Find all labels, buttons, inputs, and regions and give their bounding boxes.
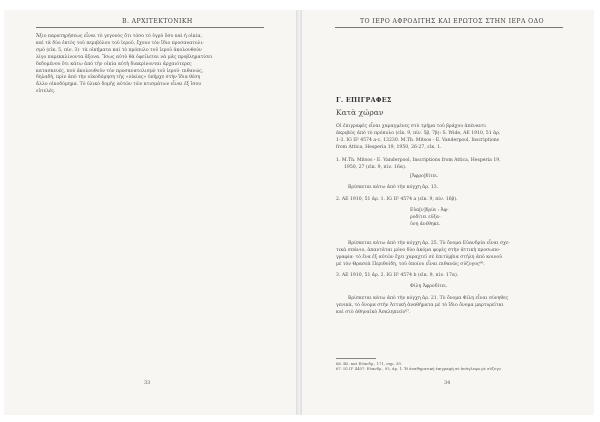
right-page-header: ΤΟ ΙΕΡΟ ΑΦΡΟΔΙΤΗΣ ΚΑΙ ΕΡΩΤΟΣ ΣΤΗΝ ΙΕΡΑ ΟΔΟ — [360, 18, 544, 25]
footnote: 67. IG II² 4407· Εὐανδρ., 93, ἀρ. 1. Ἡ ἀναθηματικὴ ἐπιγραφὴ σὲ ἀνάγλυφο μὲ σύζυγο — [336, 366, 501, 372]
footnote-rule — [336, 358, 376, 359]
intro-paragraph — [336, 124, 500, 152]
body-line: εὐτελές. — [36, 89, 56, 95]
subsection-title: Κατὰ χώραν — [336, 108, 384, 117]
body-line: λίγο παρεκκλίνοντα ἄξονα. Ἴσως αὐτὸ θὰ ὀφείλεται νὰ μᾶς προβληματίσει — [36, 54, 213, 60]
inscription-line: ὑνη ἀνέθηκε. — [410, 221, 441, 227]
entry-2 — [336, 197, 458, 204]
footnotes — [336, 361, 501, 372]
body-line: δεδομένου ὅτι κάτω ἀπὸ τὴν οἰκία αὐτὴ διακρίνονται ἀρχαιότερες — [36, 61, 192, 67]
body-line: κατασκευές, πού ἀκολουθοῦν τὸν προσανατολισμὸ τοῦ ἱεροῦ· πιθανώς, — [36, 68, 204, 74]
note-line: γενικὰ, τὸ ὄνομα στὴν Ἀττικὴ ἀναθήματα μὲ τὸ ἴδιο ὄνομα μαρτυρεῖται — [336, 302, 504, 308]
entry-3 — [336, 273, 458, 280]
entry-1 — [336, 158, 501, 172]
entry-line: 3. AE 1910, 51 ἀρ. 2. IG II² 4574 b (εἰκ. 9, πίν. 17α). — [336, 273, 459, 278]
body-line: ἄλλο οἰκοδόμημα. Τὸ ὑλικὸ δομῆς αὐτῶν τῶν κτισμάτων εἶναι ἐξ ἴσου — [36, 82, 202, 88]
inscription-line: Εὐα[ν]δρία : Ἀφ- — [410, 208, 449, 213]
note-line: μὲ τὸν Θρασεὰ Περιθοίδη, τοῦ ὁποίου εἶναι πιθανῶς σύζυγος⁶⁶. — [336, 261, 485, 267]
note-line: Βρίσκεται κάτω ἀπὸ τὴν κόγχη ἀρ. 21. Τὸ ὄνομα Φίλη εἶναι σύνηθες — [348, 296, 509, 301]
note-line: τικὰ σπάνιο, ἀπαντᾶται μόνο δύο ἀκόμα φορὲς στὴν ἀττικὴ προσωπο- — [336, 247, 501, 253]
entry-2-note — [336, 241, 510, 269]
section-title: Γ. ΕΠΙΓΡΑΦΕΣ — [336, 96, 392, 104]
left-body-text — [36, 34, 212, 96]
inscription-2 — [410, 208, 449, 229]
left-header-rule — [36, 27, 264, 28]
body-line: καὶ τὰ δύο ἐκτὸς τοῦ περιβόλου τοῦ ἱεροῦ, ἔχουν τὸν ἴδιο προσανατολι- — [36, 40, 204, 46]
footnote: 66. Βλ. καὶ Εὐανδρ., 171, σημ. 39. — [336, 361, 403, 366]
note-line: γραφία· τὸ ἕνα ἐξ αὐτῶν ἔχει χαραχτεῖ σὲ ἐπιτύμβια στήλη ἀπὸ κοινοῦ — [336, 254, 502, 260]
right-header-rule — [335, 27, 563, 28]
body-line: σμὸ (εἰκ. 5, πίν. 3)· τὰ οἰκήματα καὶ τὸ πρόπυλο τοῦ ἱεροῦ ἀκολουθοῦν — [36, 47, 202, 53]
entry-3-note — [336, 296, 508, 317]
intro-line: from Attica, Hesperia 19, 1950, 26-27, εἰκ. 1. — [336, 144, 442, 150]
inscription-1: [Ἀφρο]δίτει. — [410, 174, 439, 179]
note-line: Βρίσκεται κάτω ἀπὸ τὴν κόγχη ἀρ. 25. Τὸ ὄνομα Εὐανδρία εἶναι σχε- — [348, 241, 510, 246]
entry-line: 2. AE 1910, 51 ἀρ. 1. IG II² 4574 a (εἰκ. 9, πίν. 16β). — [336, 197, 458, 202]
inscription-3: Φίλη Ἀφροδίτει. — [410, 284, 448, 289]
body-line: Ἄξιο παρατηρήσεως εἶναι τὸ γεγονὸς ὅτι τόσο τὸ ὑγρὸ ὅσο καὶ ἡ οἰκία, — [36, 34, 203, 39]
right-page-number: 34 — [444, 380, 451, 386]
left-page-number: 33 — [144, 380, 151, 386]
body-line: δηλαδή, πρὶν ἀπὸ τὴν οἰκοδόμηση τῆς «οἰκίας» ὑπῆρχε στὴν ἴδια θέση — [36, 75, 201, 81]
entry-1-note: Βρίσκεται κάτω ἀπὸ τὴν κόγχη ἀρ. 13. — [348, 185, 439, 190]
inscription-line: ροδίτει εὐξα- — [410, 214, 441, 220]
intro-line: ἀκριβῶς ἀπὸ τὸ πρόπυλο (εἰκ. 9, πίν. 5β, 7β): S. Wide, AE 1910, 51 ἀρ. — [336, 130, 501, 136]
left-page-header: Β. ΑΡΧΙΤΕΚΤΟΝΙΚΗ — [122, 18, 193, 25]
intro-line: Οἱ ἐπιγραφὲς εἶναι χαραγμένες στὸ τμῆμα τοῦ βράχου ἀπέναντι — [336, 124, 486, 129]
note-line: καὶ στὸ ἀθηναϊκὸ Ἀσκληπιεῖο⁶⁷. — [336, 309, 411, 315]
entry-line: 1. M.Th. Mitsos - E. Vanderpool, Inscriptions from Attica, Hesperia 19, — [336, 158, 501, 163]
entry-line: 1950, 27 (εἰκ. 9, πίν. 16α). — [344, 164, 407, 170]
intro-line: 1-3. IG II² 4574 a-c, 13230. M.Th. Mitsos - E. Vanderpool, Inscriptions — [336, 137, 500, 143]
